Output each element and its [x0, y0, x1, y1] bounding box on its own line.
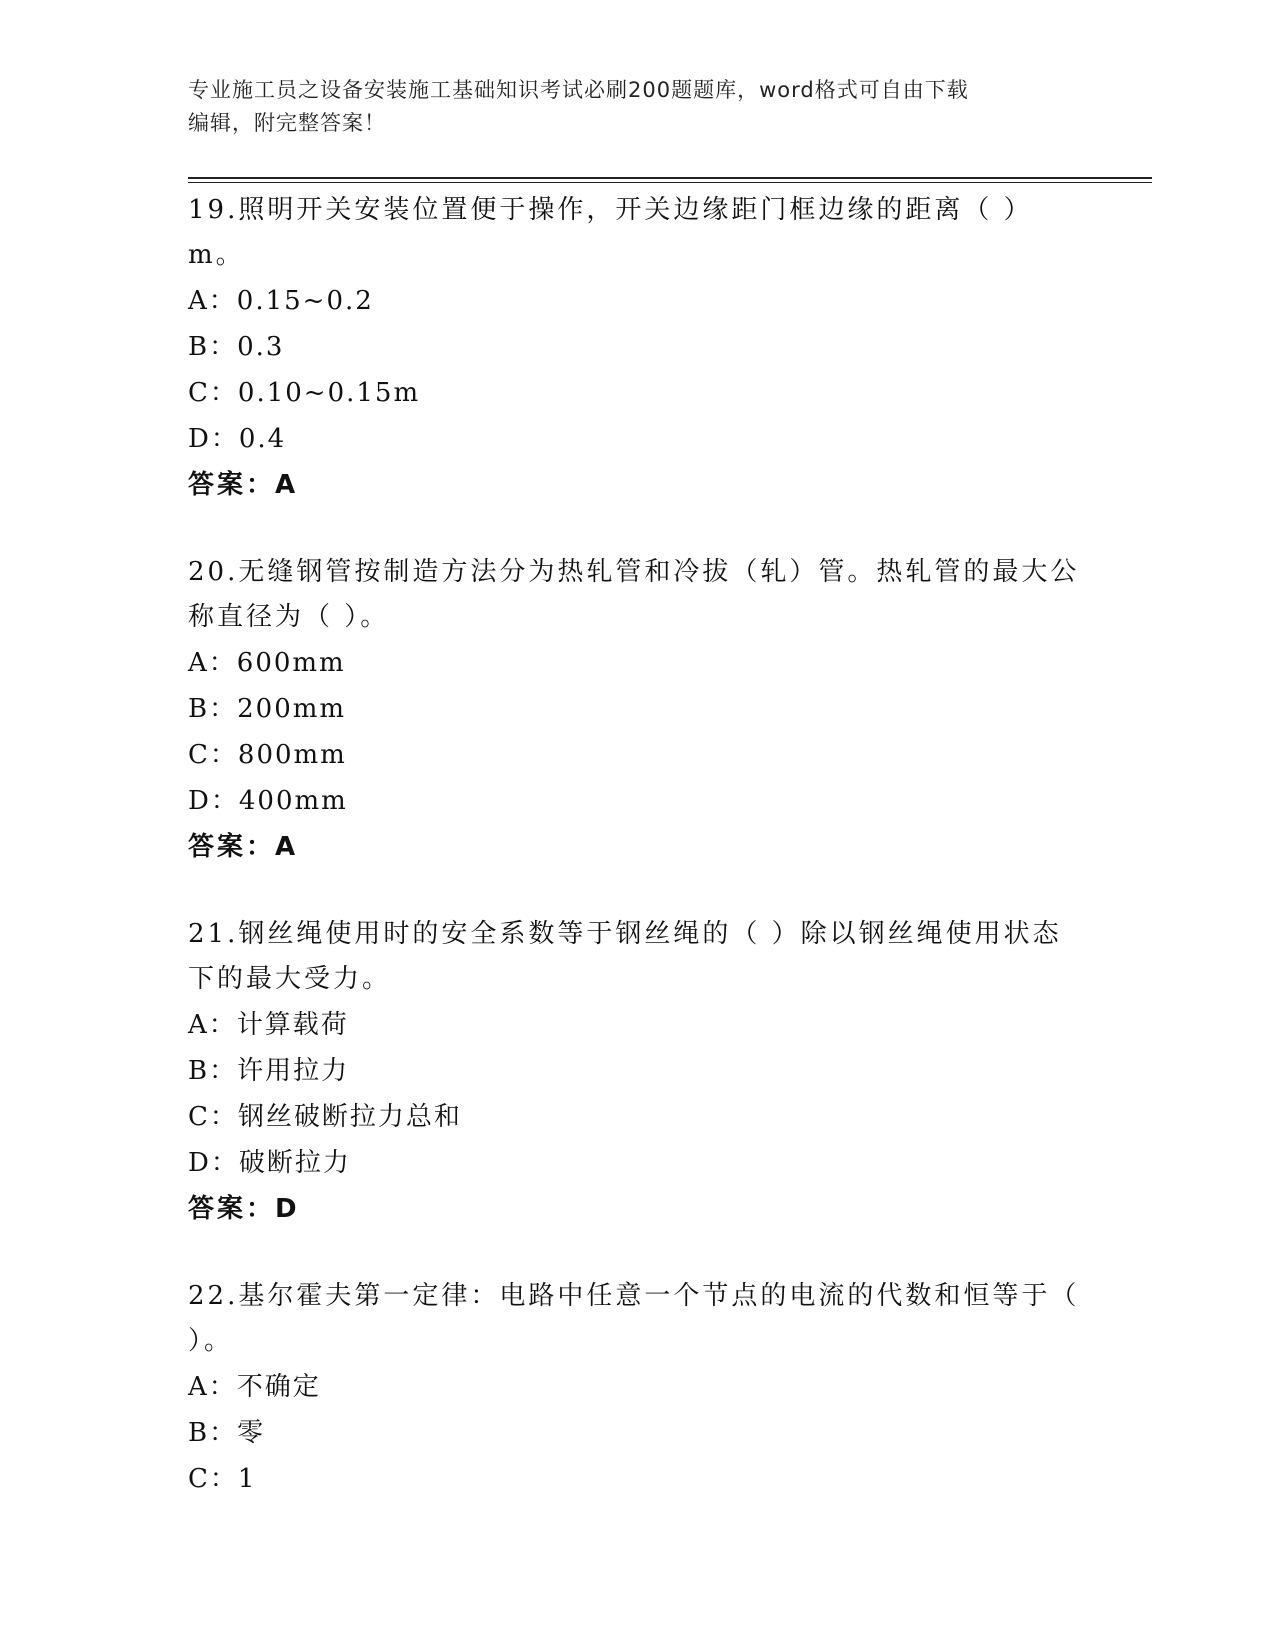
- option-letter: B：: [188, 332, 238, 362]
- option-text: 800mm: [237, 740, 347, 770]
- answer-line: 答案：A: [188, 470, 299, 500]
- option-letter: B：: [188, 694, 238, 724]
- option-a: [188, 1364, 1088, 1410]
- option-b: [188, 686, 1088, 732]
- question-19: [188, 188, 1088, 508]
- option-text: 0.10~0.15m: [237, 378, 421, 408]
- question-21: [188, 912, 1088, 1232]
- option-c: [188, 732, 1088, 778]
- option-text: 计算载荷: [236, 1010, 349, 1040]
- option-text: 破断拉力: [238, 1148, 351, 1178]
- option-letter: B：: [188, 1418, 238, 1448]
- option-letter: A：: [188, 286, 237, 316]
- option-text: 1: [237, 1464, 257, 1494]
- option-text: 200mm: [237, 694, 347, 724]
- question-stem: 20.无缝钢管按制造方法分为热轧管和冷拔（轧）管。热轧管的最大公称直径为（ ）。: [188, 557, 1080, 632]
- option-a: [188, 640, 1088, 686]
- question-22: [188, 1274, 1088, 1502]
- option-d: [188, 416, 1088, 462]
- header-divider: [188, 177, 1152, 179]
- option-text: 0.15~0.2: [236, 286, 374, 316]
- question-stem: 22.基尔霍夫第一定律：电路中任意一个节点的电流的代数和恒等于（ ）。: [188, 1281, 1080, 1356]
- question-stem: 21.钢丝绳使用时的安全系数等于钢丝绳的（ ）除以钢丝绳使用状态下的最大受力。: [188, 919, 1062, 994]
- option-b: [188, 324, 1088, 370]
- option-b: [188, 1410, 1088, 1456]
- option-letter: D：: [188, 786, 239, 816]
- option-letter: C：: [188, 1102, 238, 1132]
- option-text: 0.4: [238, 424, 287, 454]
- option-letter: B：: [188, 1056, 238, 1086]
- option-text: 钢丝破断拉力总和: [237, 1102, 462, 1132]
- option-text: 零: [237, 1418, 266, 1448]
- option-b: [188, 1048, 1088, 1094]
- option-letter: C：: [188, 1464, 238, 1494]
- option-letter: A：: [188, 1372, 237, 1402]
- option-c: [188, 1456, 1088, 1502]
- question-stem: 19.照明开关安装位置便于操作，开关边缘距门框边缘的距离（ ）m。: [188, 195, 1033, 270]
- option-letter: A：: [188, 1010, 237, 1040]
- option-d: [188, 778, 1088, 824]
- option-c: [188, 1094, 1088, 1140]
- answer-line: 答案：D: [188, 1194, 300, 1224]
- option-a: [188, 278, 1088, 324]
- header-line-2: 编辑，附完整答案！: [188, 111, 386, 135]
- header-divider-thin: [188, 182, 1152, 183]
- option-a: [188, 1002, 1088, 1048]
- question-list: [188, 188, 1088, 1544]
- option-text: 0.3: [237, 332, 285, 362]
- option-text: 400mm: [238, 786, 348, 816]
- document-header: [188, 74, 1068, 140]
- option-d: [188, 1140, 1088, 1186]
- option-letter: D：: [188, 424, 239, 454]
- option-letter: A：: [188, 648, 237, 678]
- option-text: 不确定: [236, 1372, 321, 1402]
- option-letter: D：: [188, 1148, 239, 1178]
- option-text: 600mm: [236, 648, 346, 678]
- answer-line: 答案：A: [188, 832, 299, 862]
- option-letter: C：: [188, 378, 238, 408]
- option-text: 许用拉力: [237, 1056, 350, 1086]
- option-letter: C：: [188, 740, 238, 770]
- header-line-1: 专业施工员之设备安装施工基础知识考试必刷200题题库，word格式可自由下载: [188, 78, 969, 102]
- option-c: [188, 370, 1088, 416]
- question-20: [188, 550, 1088, 870]
